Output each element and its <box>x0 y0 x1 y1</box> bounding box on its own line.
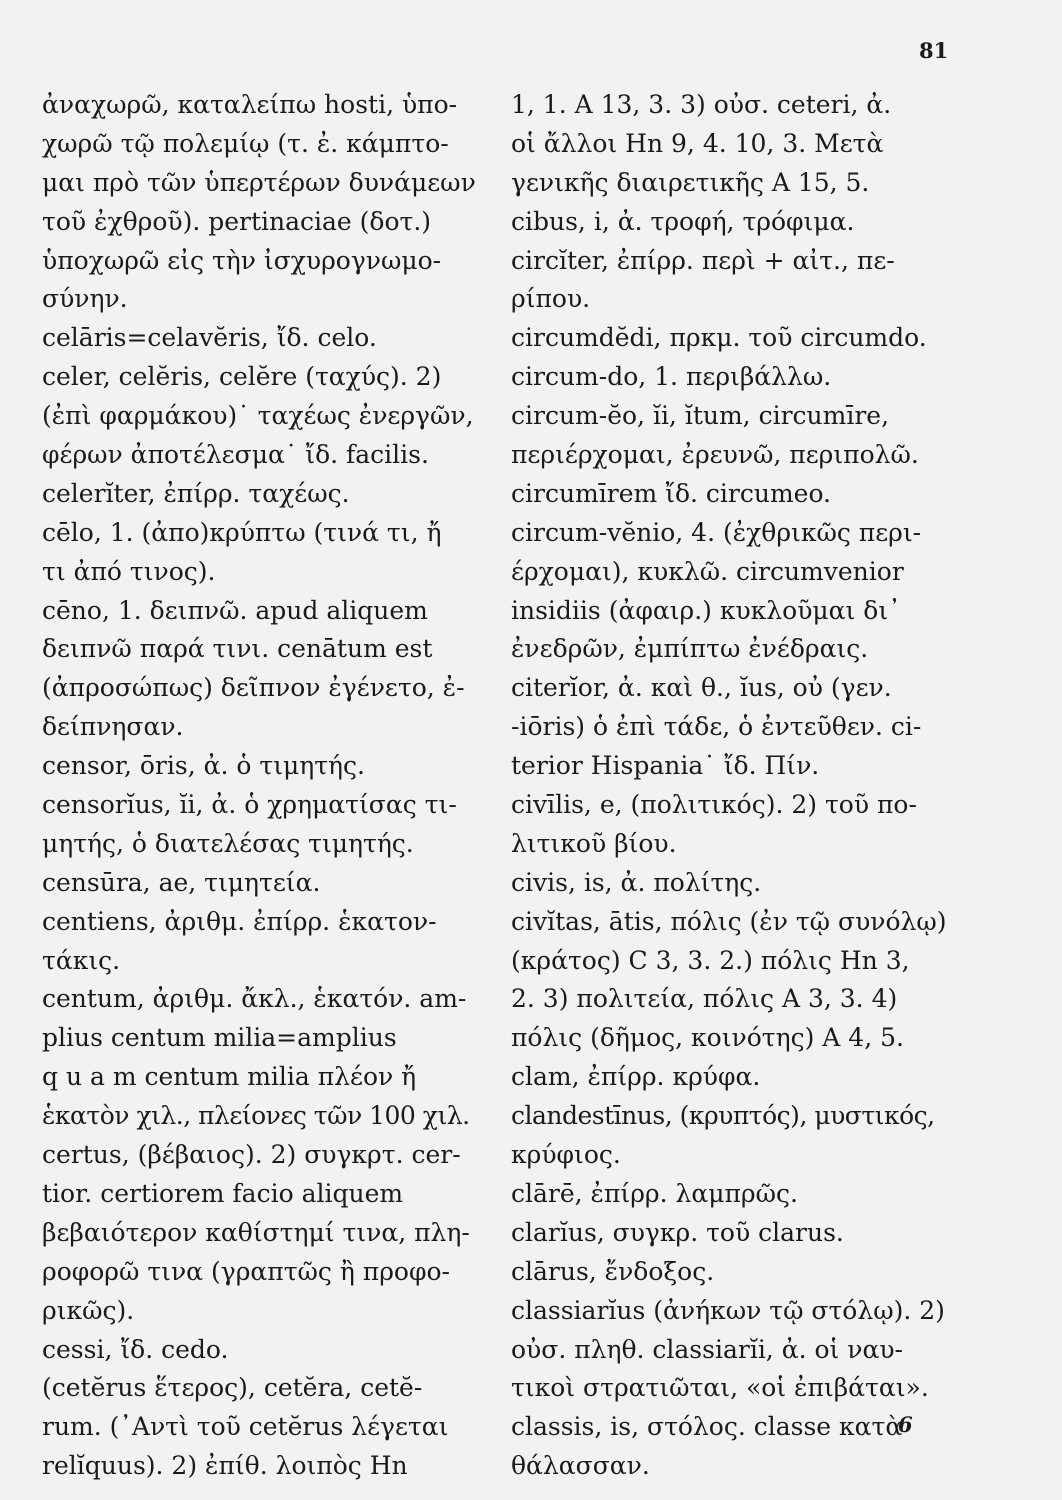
text-line: τάκις. <box>42 945 121 975</box>
text-line: censor, ōris, ἀ. ὁ τιμητής. <box>42 751 365 781</box>
text-line: q u a m centum milia πλέον ἤ <box>42 1062 417 1092</box>
text-line: civīlis, e, (πολιτικός). 2) τοῦ πο- <box>511 790 917 820</box>
text-line: τι ἀπό τινος). <box>42 556 216 586</box>
text-line: δείπνησαν. <box>42 712 184 742</box>
text-line: ρίπου. <box>511 284 591 314</box>
text-line: ροφορῶ τινα (γραπτῶς ἢ προφο- <box>42 1256 450 1286</box>
text-line: celerĭter, ἐπίρρ. ταχέως. <box>42 478 350 508</box>
text-line: circum-vĕnio, 4. (ἐχθρικῶς περι- <box>511 517 922 547</box>
text-line: τικοὶ στρατιῶται, «οἱ ἐπιβάται». <box>511 1373 929 1403</box>
text-line: λιτικοῦ βίου. <box>511 828 677 858</box>
text-line: (κράτος) C 3, 3. 2.) πόλις Hn 3, <box>511 945 910 975</box>
left-column <box>42 86 482 1486</box>
text-line: δειπνῶ παρά τινι. cenātum est <box>42 634 433 664</box>
text-line: 2. 3) πολιτεία, πόλις A 3, 3. 4) <box>511 984 898 1014</box>
text-line: classiarĭus (ἀνήκων τῷ στόλῳ). 2) <box>511 1295 945 1325</box>
text-line: ρικῶς). <box>42 1295 135 1325</box>
text-line: clam, ἐπίρρ. κρύφα. <box>511 1062 761 1092</box>
text-line: clandestīnus, (κρυπτός), μυστικός, <box>511 1101 935 1131</box>
text-line: οἱ ἄλλοι Hn 9, 4. 10, 3. Μετὰ <box>511 128 884 158</box>
text-line: μητής, ὁ διατελέσας τιμητής. <box>42 828 414 858</box>
text-line: circumīrem ἴδ. circumeo. <box>511 478 832 508</box>
text-line: (ἀπροσώπως) δεῖπνον ἐγένετο, ἐ- <box>42 673 465 703</box>
text-line: celāris=celavĕris, ἴδ. celo. <box>42 323 377 353</box>
text-line: certus, (βέβαιος). 2) συγκρτ. cer- <box>42 1140 461 1170</box>
text-line: cibus, i, ἀ. τροφή, τρόφιμα. <box>511 206 855 236</box>
text-line: οὐσ. πληθ. classiarĭi, ἀ. οἱ ναυ- <box>511 1334 904 1364</box>
text-line: θάλασσαν. <box>511 1451 650 1481</box>
text-line: clārus, ἔνδοξος. <box>511 1256 715 1286</box>
text-line: civis, is, ἀ. πολίτης. <box>511 867 762 897</box>
text-line: centiens, ἀριθμ. ἐπίρρ. ἑκατον- <box>42 906 437 936</box>
text-line: censūra, ae, τιμητεία. <box>42 867 321 897</box>
text-line: celer, celĕris, celĕre (ταχύς). 2) <box>42 362 442 392</box>
text-line: (ἐπὶ φαρμάκου)˙ ταχέως ἐνεργῶν, <box>42 401 474 431</box>
text-line: ἐνεδρῶν, ἐμπίπτω ἐνέδραις. <box>511 634 869 664</box>
right-column <box>511 86 951 1486</box>
signature-mark: 6 <box>898 1412 913 1437</box>
text-line: centum, ἀριθμ. ἄκλ., ἑκατόν. am- <box>42 984 467 1014</box>
text-line: -iōris) ὁ ἐπὶ τάδε, ὁ ἐντεῦθεν. ci- <box>511 712 922 742</box>
page-number: 81 <box>919 38 949 63</box>
text-line: σύνην. <box>42 284 128 314</box>
text-line: classis, is, στόλος. classe κατὰ <box>511 1412 903 1442</box>
text-line: (cetĕrus ἕτερος), cetĕra, cetĕ- <box>42 1373 423 1403</box>
text-line: μαι πρὸ τῶν ὑπερτέρων δυνάμεων <box>42 167 476 197</box>
text-line: ἑκατὸν χιλ., πλείονες τῶν 100 χιλ. <box>42 1101 470 1131</box>
text-line: circum-do, 1. περιβάλλω. <box>511 362 832 392</box>
text-line: πόλις (δῆμος, κοινότης) A 4, 5. <box>511 1023 904 1053</box>
text-line: tior. certiorem facio aliquem <box>42 1178 404 1208</box>
text-line: 1, 1. A 13, 3. 3) οὐσ. ceteri, ἀ. <box>511 90 892 119</box>
text-line: περιέρχομαι, ἐρευνῶ, περιπολῶ. <box>511 440 919 470</box>
text-line: terior Hispania˙ ἴδ. Πίν. <box>511 751 820 781</box>
text-line: clarĭus, συγκρ. τοῦ clarus. <box>511 1217 844 1247</box>
text-line: circumdĕdi, πρκμ. τοῦ circumdo. <box>511 323 927 353</box>
text-line: χωρῶ τῷ πολεμίῳ (τ. ἐ. κάμπτο- <box>42 128 449 158</box>
text-line: βεβαιότερον καθίστημί τινα, πλη- <box>42 1217 470 1247</box>
text-line: censorĭus, ĭi, ἀ. ὁ χρηματίσας τι- <box>42 790 457 820</box>
text-line: κρύφιος. <box>511 1140 621 1170</box>
text-line: insidiis (ἀφαιρ.) κυκλοῦμαι δι᾿ <box>511 595 901 625</box>
text-line: cēlo, 1. (ἀπο)κρύπτω (τινά τι, ἤ <box>42 517 442 547</box>
text-line: circum-ĕo, ĭi, ĭtum, circumīre, <box>511 401 890 431</box>
text-line: rum. (᾿Αντὶ τοῦ cetĕrus λέγεται <box>42 1412 449 1442</box>
text-line: clārē, ἐπίρρ. λαμπρῶς. <box>511 1178 798 1208</box>
text-line: cēno, 1. δειπνῶ. apud aliquem <box>42 595 428 625</box>
text-line: citerĭor, ἀ. καὶ θ., ĭus, οὐ (γεν. <box>511 673 892 703</box>
text-line: civĭtas, ātis, πόλις (ἐν τῷ συνόλῳ) <box>511 906 947 936</box>
text-line: γενικῆς διαιρετικῆς A 15, 5. <box>511 167 870 197</box>
text-line: έρχομαι), κυκλῶ. circumvenior <box>511 556 904 586</box>
text-line: ὑποχωρῶ εἰς τὴν ἰσχυρογνωμο- <box>42 245 442 275</box>
text-line: cessi, ἴδ. cedo. <box>42 1334 229 1364</box>
text-line: ἀναχωρῶ, καταλείπω hosti, ὑπο- <box>42 90 458 119</box>
text-line: relĭquus). 2) ἐπίθ. λοιπὸς Hn <box>42 1451 408 1481</box>
text-line: plius centum milia=amplius <box>42 1023 397 1053</box>
text-line: circĭter, ἐπίρρ. περὶ + αἰτ., πε- <box>511 245 895 275</box>
text-line: τοῦ ἐχθροῦ). pertinaciae (δοτ.) <box>42 206 432 236</box>
text-line: φέρων ἀποτέλεσμα˙ ἴδ. facilis. <box>42 440 429 470</box>
